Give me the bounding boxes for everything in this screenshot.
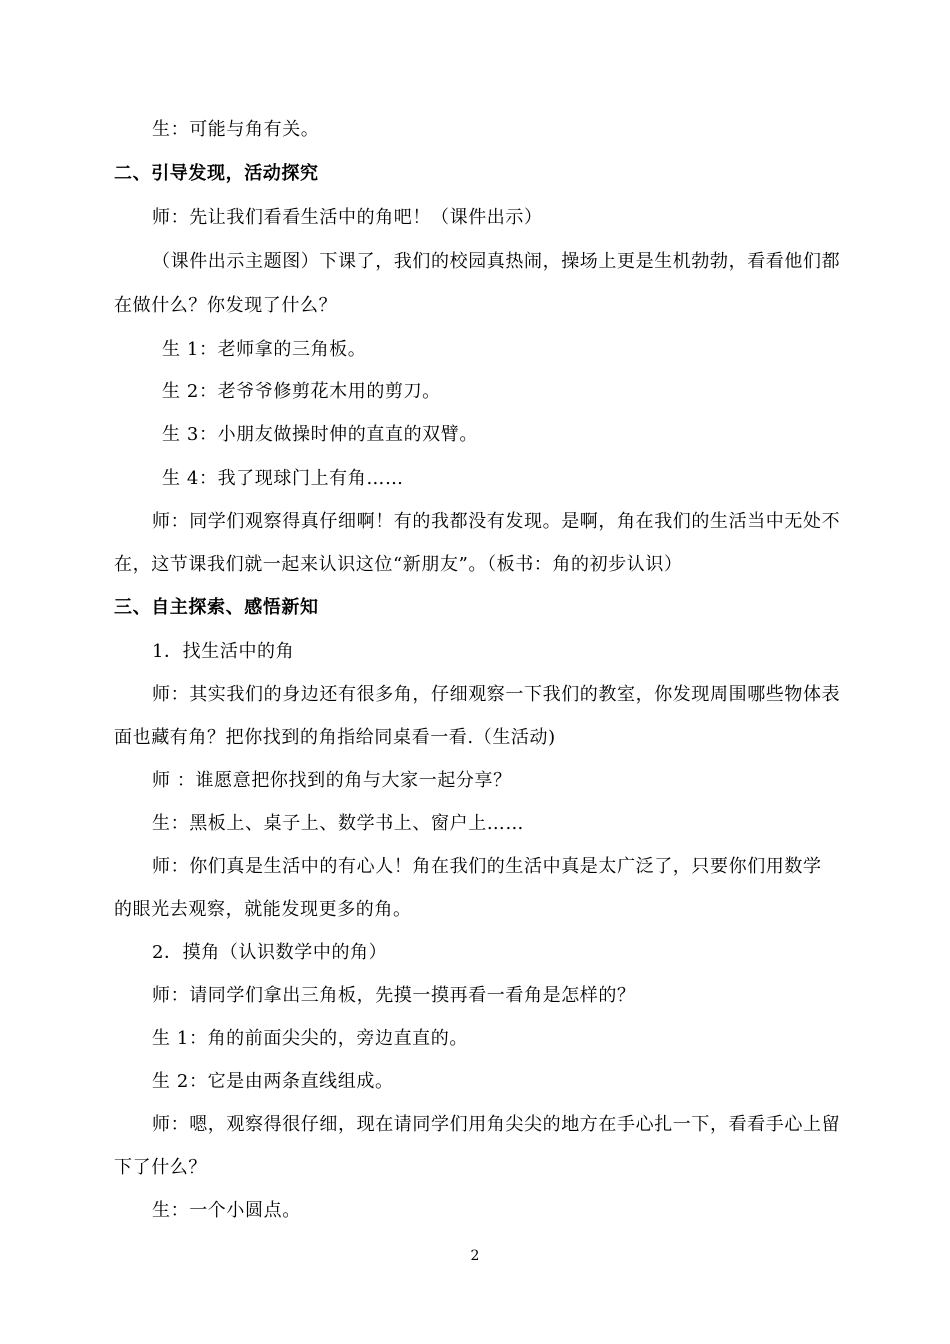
paragraph-line: 生 1：角的前面尖尖的，旁边直直的。 — [152, 1028, 468, 1049]
paragraph-line: 生 1：老师拿的三角板。 — [162, 339, 367, 360]
paragraph-line: 下了什么？ — [114, 1157, 207, 1178]
paragraph-line: 在做什么？你发现了什么？ — [114, 295, 338, 316]
paragraph-line: 师：其实我们的身边还有很多角，仔细观察一下我们的教室，你发现周围哪些物体表 — [152, 684, 841, 705]
paragraph-line: 师 ：谁愿意把你找到的角与大家一起分享？ — [152, 770, 512, 791]
paragraph-line: 师：嗯，观察得很仔细，现在请同学们用角尖尖的地方在手心扎一下，看看手心上留 — [152, 1114, 841, 1135]
paragraph-line: 生 4：我了现球门上有角…… — [162, 468, 404, 489]
paragraph-line: 生 3：小朋友做操时伸的直直的双臂。 — [162, 424, 478, 445]
paragraph-line: 的眼光去观察，就能发现更多的角。 — [114, 899, 412, 920]
paragraph-line: 师：同学们观察得真仔细啊！有的我都没有发现。是啊，角在我们的生活当中无处不 — [152, 511, 841, 532]
section-heading: 三、自主探索、感悟新知 — [114, 597, 319, 618]
paragraph-line: 生 2：老爷爷修剪花木用的剪刀。 — [162, 381, 441, 402]
paragraph-line: 生：可能与角有关。 — [152, 119, 320, 140]
paragraph-line: 生：黑板上、桌子上、数学书上、窗户上…… — [152, 813, 524, 834]
paragraph-line: 生：一个小圆点。 — [152, 1200, 301, 1221]
paragraph-line: 师：先让我们看看生活中的角吧！（课件出示） — [152, 207, 543, 228]
paragraph-line: 面也藏有角？把你找到的角指给同桌看一看.（生活动) — [114, 727, 556, 748]
paragraph-line: 生 2：它是由两条直线组成。 — [152, 1071, 394, 1092]
paragraph-line: 在，这节课我们就一起来认识这位“新朋友”。（板书：角的初步认识） — [114, 554, 683, 575]
subsection-heading: 2．摸角（认识数学中的角） — [152, 942, 388, 963]
subsection-heading: 1．找生活中的角 — [152, 641, 295, 662]
page-number: 2 — [470, 1248, 480, 1264]
section-heading: 二、引导发现，活动探究 — [114, 163, 319, 184]
paragraph-line: 师：请同学们拿出三角板，先摸一摸再看一看角是怎样的？ — [152, 985, 636, 1006]
paragraph-line: （课件出示主题图）下课了，我们的校园真热闹，操场上更是生机勃勃，看看他们都 — [152, 251, 841, 272]
paragraph-line: 师：你们真是生活中的有心人！角在我们的生活中真是太广泛了，只要你们用数学 — [152, 856, 822, 877]
